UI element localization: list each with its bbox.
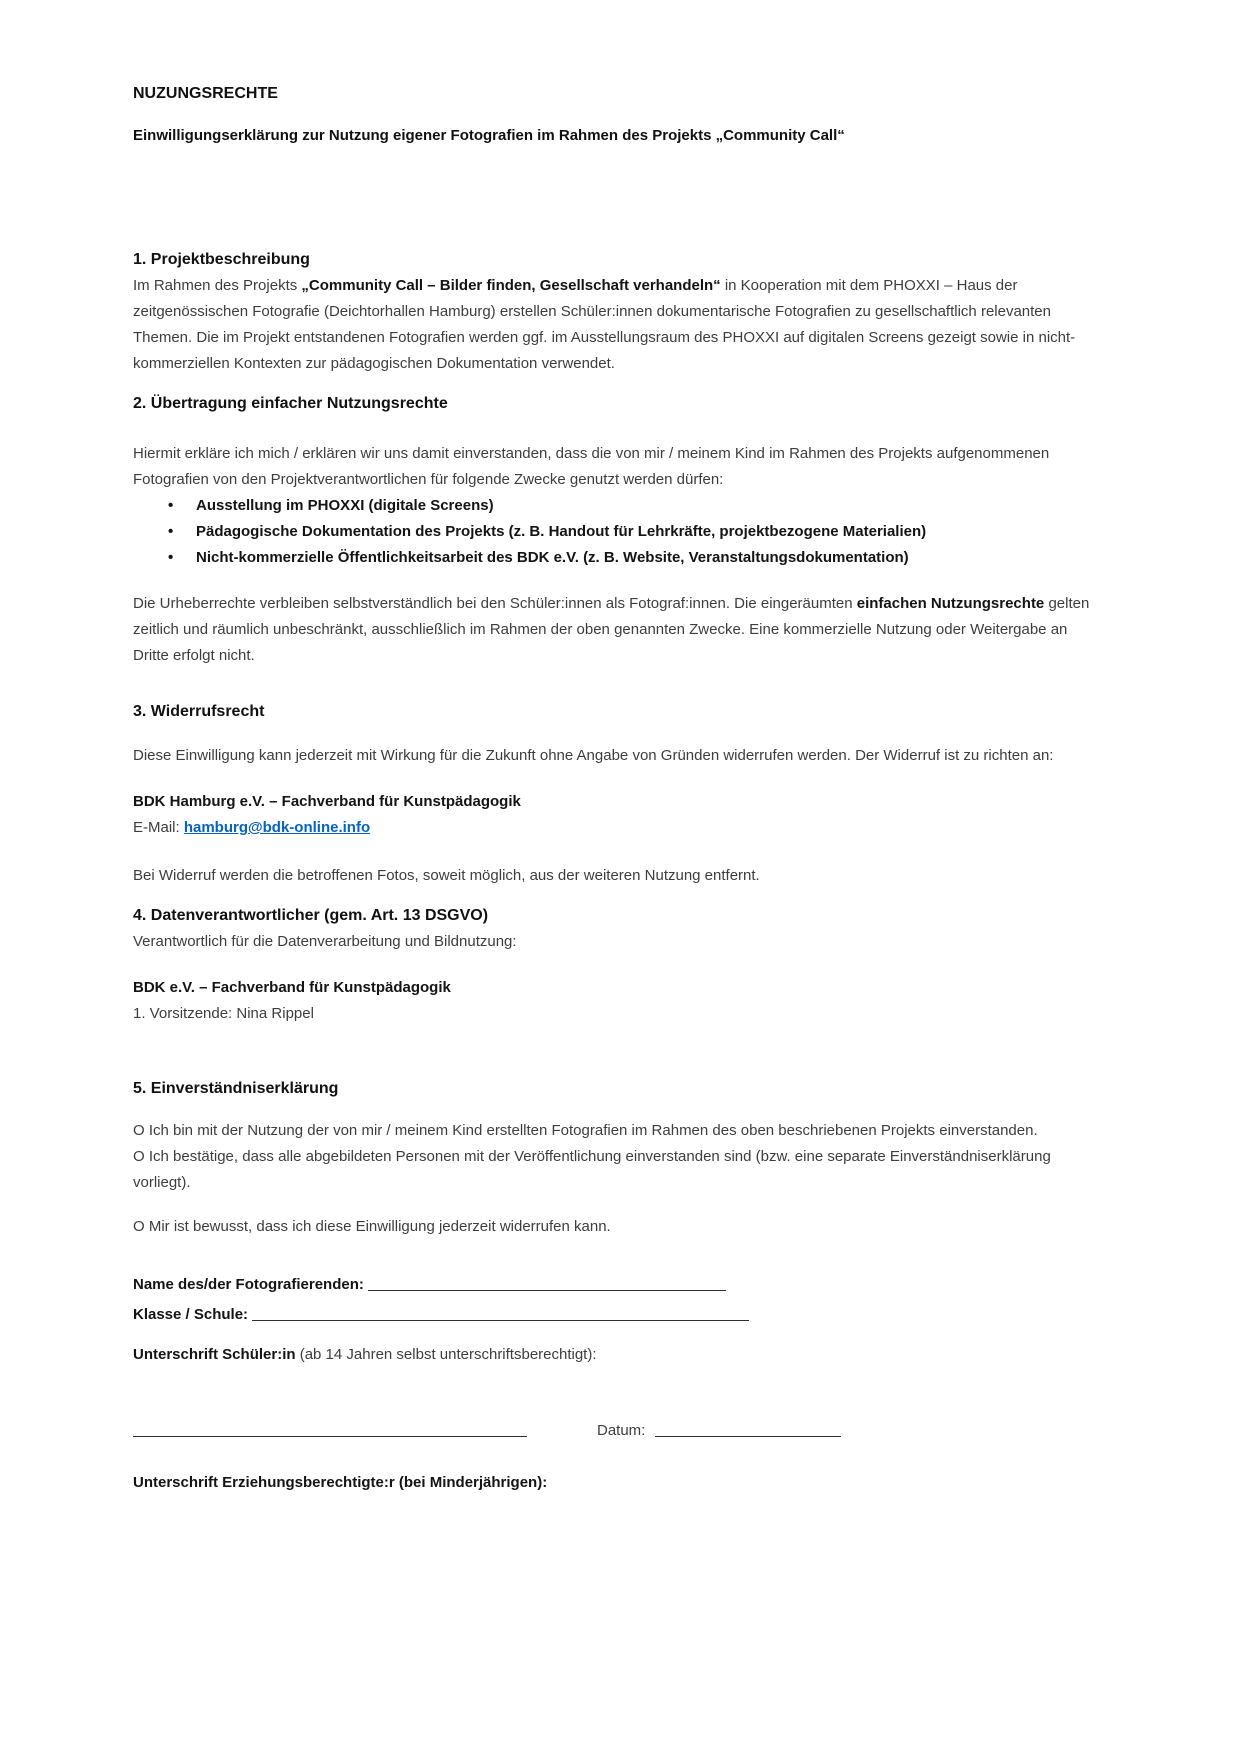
list-item-label: Pädagogische Dokumentation des Projekts (z. B. Handout für Lehrkräfte, projektbezogene Materialien) (196, 523, 927, 540)
email-line (133, 815, 1105, 841)
project-title-bold: „Community Call – Bilder finden, Gesellschaft verhandeln“ (301, 277, 721, 294)
list-item (168, 545, 1105, 571)
section-1-heading: 1. Projektbeschreibung (133, 251, 310, 268)
withdrawal-paragraph: Diese Einwilligung kann jederzeit mit Wirkung für die Zukunft ohne Angabe von Gründen widerrufen werden. Der Widerruf ist zu richten an: (133, 747, 1054, 764)
withdrawal-note: Bei Widerruf werden die betroffenen Fotos, soweit möglich, aus der weiteren Nutzung entfernt. (133, 867, 760, 884)
signature-student-label: Unterschrift Schüler:in (133, 1346, 296, 1363)
name-field-line (133, 1270, 1105, 1300)
copyright-paragraph (133, 591, 1105, 669)
signature-blank-line (133, 1420, 527, 1437)
name-field-label: Name des/der Fotografierenden: (133, 1276, 364, 1293)
name-blank-line (368, 1274, 726, 1291)
bullet-icon: • (168, 523, 174, 540)
project-description-post: in Kooperation mit dem PHOXXI – Haus der zeitgenössischen Fotografie (Deichtorhallen Hamburg) erstellen Schüler:innen dokumentarische Fotografien zu gesellschaftlich relevanten Themen. Die im Projekt entstandenen Fotografien werden ggf. im Ausstellungsraum des PHOXXI auf digitalen Screens gezeigt sowie in nicht-kommerziellen Kontexten zur pädagogischen Dokumentation verwendet. (133, 277, 1076, 372)
data-responsibility-line: Verantwortlich für die Datenverarbeitung und Bildnutzung: (133, 933, 517, 950)
usage-consent-intro: Hiermit erkläre ich mich / erklären wir uns damit einverstanden, dass die von mir / meinem Kind im Rahmen des Projekts aufgenommenen Fotografien von den Projektverantwortlichen für folgende Zwecke genutzt werden dürfen: (133, 445, 1050, 488)
email-link[interactable]: hamburg@bdk-online.info (183, 819, 371, 836)
list-item-label: Ausstellung im PHOXXI (digitale Screens) (196, 497, 494, 514)
signature-student-note: (ab 14 Jahren selbst unterschriftsberechtigt): (295, 1346, 597, 1363)
signature-student-line (133, 1342, 1105, 1368)
email-label: E-Mail: (133, 819, 184, 836)
signature-guardian-label: Unterschrift Erziehungsberechtigte:r (bei Minderjährigen): (133, 1474, 548, 1491)
signature-date-row (133, 1418, 1105, 1444)
list-item (168, 519, 1105, 545)
page-title: NUZUNGSRECHTE (133, 85, 278, 102)
class-field-label: Klasse / Schule: (133, 1306, 249, 1323)
date-label: Datum: (597, 1422, 646, 1439)
bullet-icon: • (168, 497, 174, 514)
section-3-heading: 3. Widerrufsrecht (133, 703, 265, 720)
date-blank-line (655, 1420, 841, 1437)
org-name-bdk-hamburg: BDK Hamburg e.V. – Fachverband für Kunstpädagogik (133, 793, 521, 810)
list-item (168, 493, 1105, 519)
section-5-heading: 5. Einverständniserklärung (133, 1080, 339, 1097)
chairperson-line: 1. Vorsitzende: Nina Rippel (133, 1005, 314, 1022)
copyright-bold: einfachen Nutzungsrechte (856, 595, 1045, 612)
project-description-pre: Im Rahmen des Projekts (133, 277, 302, 294)
copyright-pre: Die Urheberrechte verbleiben selbstverständlich bei den Schüler:innen als Fotograf:innen. Die eingeräumten (133, 595, 857, 612)
bullet-icon: • (168, 549, 174, 566)
usage-purpose-list (133, 493, 1105, 571)
section-2-heading: 2. Übertragung einfacher Nutzungsrechte (133, 395, 448, 412)
class-blank-line (252, 1304, 749, 1321)
document-subtitle: Einwilligungserklärung zur Nutzung eigener Fotografien im Rahmen des Projekts „Community Call“ (133, 127, 845, 144)
consent-item: O Mir ist bewusst, dass ich diese Einwilligung jederzeit widerrufen kann. (133, 1218, 611, 1235)
section-4-heading: 4. Datenverantwortlicher (gem. Art. 13 DSGVO) (133, 907, 489, 924)
copyright-post: gelten zeitlich und räumlich unbeschränkt, ausschließlich im Rahmen der oben genannten Zwecke. Eine kommerzielle Nutzung oder Weitergabe an Dritte erfolgt nicht. (133, 595, 1090, 664)
consent-item: O Ich bin mit der Nutzung der von mir / meinem Kind erstellten Fotografien im Rahmen des oben beschriebenen Projekts einverstanden. (133, 1122, 1038, 1139)
list-item-label: Nicht-kommerzielle Öffentlichkeitsarbeit des BDK e.V. (z. B. Website, Veranstaltungsdokumentation) (196, 549, 909, 566)
consent-item: O Ich bestätige, dass alle abgebildeten Personen mit der Veröffentlichung einverstanden sind (bzw. eine separate Einverständniserklärung vorliegt). (133, 1148, 1051, 1191)
class-field-line (133, 1300, 1105, 1330)
org-name-bdk-ev: BDK e.V. – Fachverband für Kunstpädagogik (133, 979, 451, 996)
project-description-paragraph (133, 273, 1105, 377)
